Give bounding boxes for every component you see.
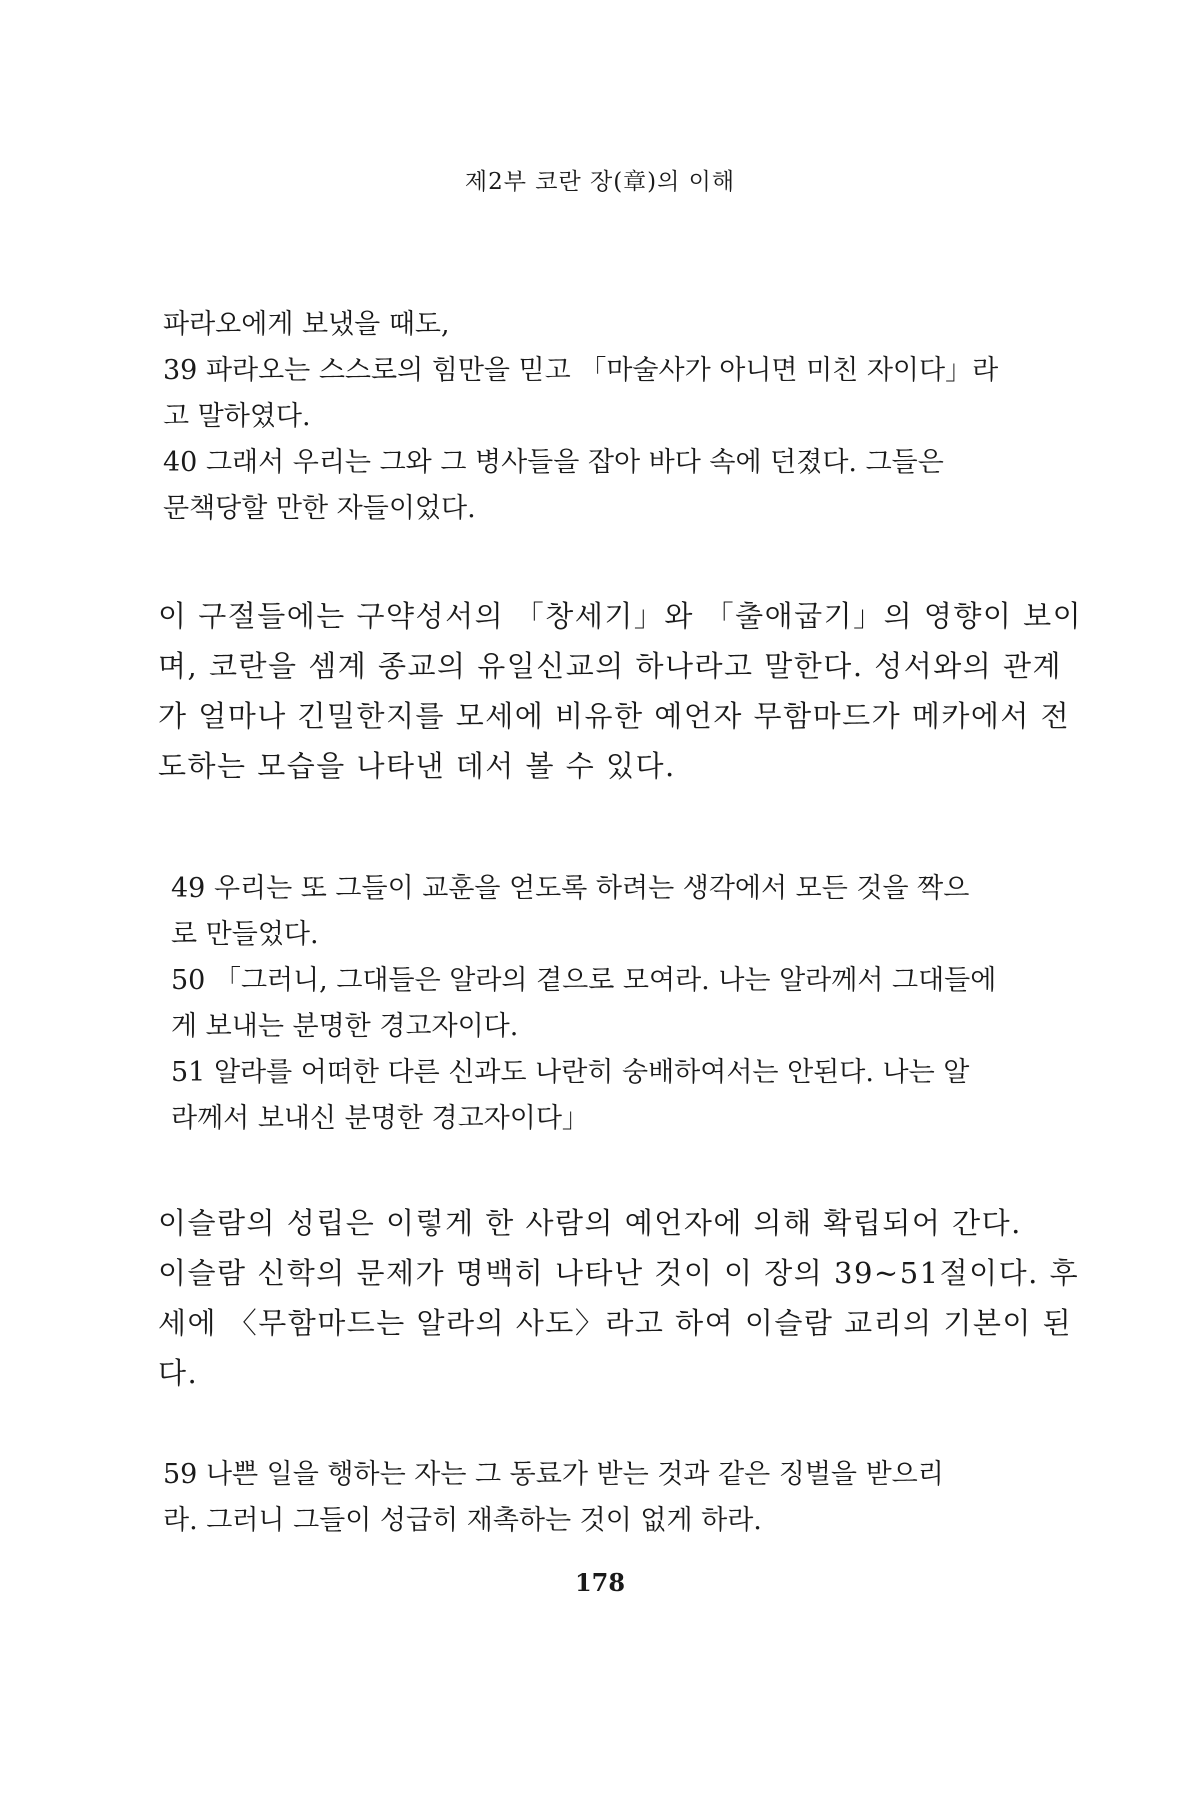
quran-verse-block-2 [171,866,996,1142]
running-header: 제2부 코란 장(章)의 이해 [464,169,736,195]
verse-line: 로 만들었다. [171,919,319,950]
verse-line: 51 알라를 어떠한 다른 신과도 나란히 숭배하여서는 안된다. 나는 알 [171,1057,970,1088]
paragraph-line: 도하는 모습을 나타낸 데서 볼 수 있다. [158,749,676,783]
commentary-paragraph-2 [158,1198,1079,1398]
paragraph-line: 가 얼마나 긴밀한지를 모세에 비유한 예언자 무함마드가 메카에서 전 [158,699,1071,733]
quran-verse-block-3 [163,1452,944,1544]
paragraph-line: 이슬람의 성립은 이렇게 한 사람의 예언자에 의해 확립되어 간다. [158,1206,1022,1240]
quran-verse-block-1 [163,302,998,532]
verse-line: 40 그래서 우리는 그와 그 병사들을 잡아 바다 속에 던졌다. 그들은 [163,447,944,478]
verse-line: 고 말하였다. [163,401,311,432]
verse-line: 문책당할 만한 자들이었다. [163,493,476,524]
verse-line: 59 나쁜 일을 행하는 자는 그 동료가 받는 것과 같은 징벌을 받으리 [163,1459,944,1490]
verse-line: 라. 그러니 그들이 성급히 재촉하는 것이 없게 하라. [163,1505,762,1536]
paragraph-line: 이슬람 신학의 문제가 명백히 나타난 것이 이 장의 39~51절이다. 후 [158,1256,1080,1290]
commentary-paragraph-1 [158,591,1082,791]
paragraph-line: 며, 코란을 셈계 종교의 유일신교의 하나라고 말한다. 성서와의 관계 [158,649,1063,683]
page-number: 178 [574,1568,626,1597]
paragraph-line: 다. [158,1356,199,1390]
verse-line: 게 보내는 분명한 경고자이다. [171,1011,519,1042]
verse-line: 라께서 보내신 분명한 경고자이다」 [171,1103,589,1134]
verse-line: 39 파라오는 스스로의 힘만을 믿고 「마술사가 아니면 미친 자이다」라 [163,355,999,386]
paragraph-line: 세에 〈무함마드는 알라의 사도〉라고 하여 이슬람 교리의 기본이 된 [158,1306,1073,1340]
verse-line: 파라오에게 보냈을 때도, [163,309,450,340]
paragraph-line: 이 구절들에는 구약성서의 「창세기」와 「출애굽기」의 영향이 보이 [158,599,1083,633]
verse-line: 50 「그러니, 그대들은 알라의 곁으로 모여라. 나는 알라께서 그대들에 [171,965,997,996]
verse-line: 49 우리는 또 그들이 교훈을 얻도록 하려는 생각에서 모든 것을 짝으 [171,873,970,904]
